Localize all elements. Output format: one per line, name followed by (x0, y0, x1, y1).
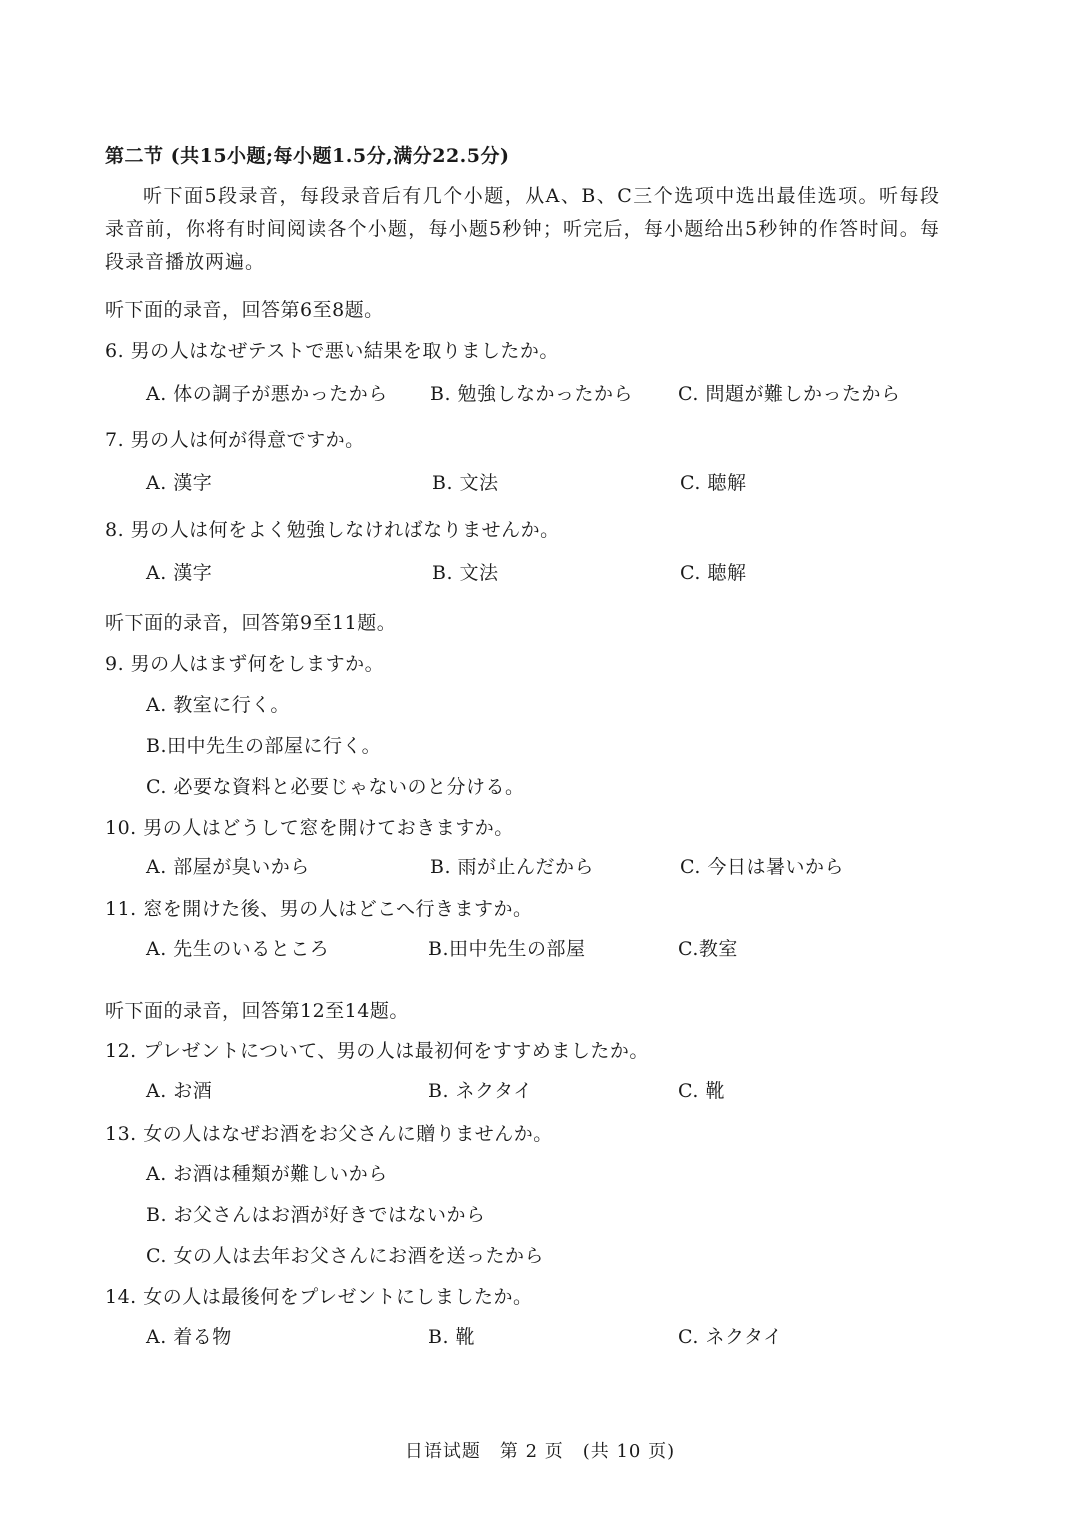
question-7-stem: 7. 男の人は何が得意ですか。 (105, 429, 365, 451)
section-title: 第二节 (共15小题;每小题1.5分,满分22.5分) (105, 145, 510, 167)
question-6-option-b: B. 勉強しなかったから (430, 383, 634, 405)
question-12-option-c: C. 靴 (678, 1080, 725, 1102)
question-8-stem: 8. 男の人は何をよく勉強しなければなりませんか。 (105, 519, 560, 541)
group-intro-9-11: 听下面的录音，回答第9至11题。 (105, 612, 397, 634)
question-11-option-c: C.教室 (678, 938, 738, 960)
question-13-option-c: C. 女の人は去年お父さんにお酒を送ったから (146, 1245, 544, 1267)
question-10-stem: 10. 男の人はどうして窓を開けておきますか。 (105, 817, 514, 839)
question-14-option-b: B. 靴 (428, 1326, 476, 1348)
question-9-option-b: B.田中先生の部屋に行く。 (146, 735, 382, 757)
question-7-option-c: C. 聴解 (680, 472, 747, 494)
question-14-option-a: A. 着る物 (146, 1326, 232, 1348)
question-6-option-c: C. 問題が難しかったから (678, 383, 901, 405)
question-13-option-b: B. お父さんはお酒が好きではないから (146, 1204, 486, 1226)
question-14-stem: 14. 女の人は最後何をプレゼントにしましたか。 (105, 1286, 533, 1308)
question-12-option-a: A. お酒 (146, 1080, 213, 1102)
question-12-option-b: B. ネクタイ (428, 1080, 533, 1102)
question-13-stem: 13. 女の人はなぜお酒をお父さんに贈りませんか。 (105, 1123, 553, 1145)
question-8-option-c: C. 聴解 (680, 562, 747, 584)
question-10-option-b: B. 雨が止んだから (430, 856, 595, 878)
question-11-option-b: B.田中先生の部屋 (428, 938, 586, 960)
question-8-option-b: B. 文法 (432, 562, 499, 584)
group-intro-12-14: 听下面的录音，回答第12至14题。 (105, 1000, 409, 1022)
question-7-option-b: B. 文法 (432, 472, 499, 494)
question-6-stem: 6. 男の人はなぜテストで悪い結果を取りましたか。 (105, 340, 559, 362)
question-9-option-a: A. 教室に行く。 (146, 694, 290, 716)
question-13-option-a: A. お酒は種類が難しいから (146, 1163, 388, 1185)
question-12-stem: 12. プレゼントについて、男の人は最初何をすすめましたか。 (105, 1040, 649, 1062)
question-11-option-a: A. 先生のいるところ (146, 938, 330, 960)
section-instructions: 听下面5段录音，每段录音后有几个小题，从A、B、C三个选项中选出最佳选项。听每段录音前，你将有时间阅读各个小题，每小题5秒钟；听完后，每小题给出5秒钟的作答时间。每段录音播放两遍。 (105, 185, 940, 273)
page-footer: 日语试题 第 2 页 (共 10 页) (404, 1441, 676, 1462)
question-7-option-a: A. 漢字 (146, 472, 213, 494)
question-14-option-c: C. ネクタイ (678, 1326, 783, 1348)
question-9-option-c: C. 必要な資料と必要じゃないのと分ける。 (146, 776, 525, 798)
question-8-option-a: A. 漢字 (146, 562, 213, 584)
question-6-option-a: A. 体の調子が悪かったから (146, 383, 388, 405)
question-10-option-a: A. 部屋が臭いから (146, 856, 310, 878)
question-10-option-c: C. 今日は暑いから (680, 856, 844, 878)
question-11-stem: 11. 窓を開けた後、男の人はどこへ行きますか。 (105, 898, 533, 920)
question-9-stem: 9. 男の人はまず何をしますか。 (105, 653, 385, 675)
group-intro-6-8: 听下面的录音，回答第6至8题。 (105, 299, 384, 321)
